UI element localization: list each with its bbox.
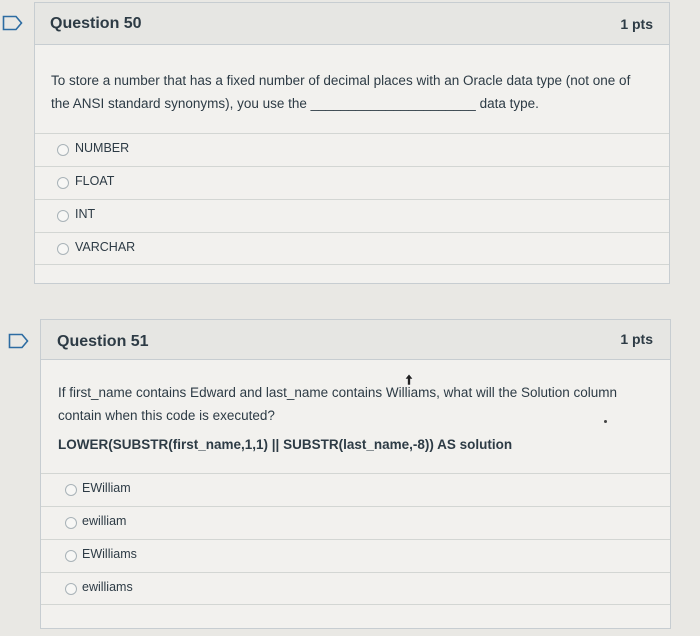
answer-option[interactable] (35, 133, 669, 166)
question-51-text (58, 381, 658, 427)
answer-label: FLOAT (75, 174, 115, 188)
question-51-header (41, 320, 670, 360)
answer-option[interactable] (35, 232, 669, 265)
radio-button-icon[interactable] (57, 210, 69, 222)
answer-label: ewilliam (82, 514, 127, 528)
answer-option[interactable] (41, 539, 670, 572)
question-50-card (34, 2, 670, 284)
answer-option[interactable] (41, 572, 670, 605)
question-50-text-line-1: To store a number that has a fixed number of decimal places with an Oracle data type (not one of (51, 73, 631, 88)
answer-option[interactable] (41, 506, 670, 539)
radio-button-icon[interactable] (65, 517, 77, 529)
question-51-code: LOWER(SUBSTR(first_name,1,1) || SUBSTR(last_name,-8)) AS solution (58, 437, 513, 452)
answer-option[interactable] (41, 473, 670, 506)
bookmark-flag-icon[interactable] (2, 15, 24, 31)
question-51-title: Question 51 (57, 333, 149, 350)
answer-label: ewilliams (82, 580, 133, 594)
radio-button-icon[interactable] (65, 550, 77, 562)
question-51-points: 1 pts (620, 331, 653, 347)
question-50-text-line-2: the ANSI standard synonyms), you use the ______________________ data type. (51, 96, 539, 111)
stray-dot (604, 420, 607, 423)
answer-label: EWilliams (82, 547, 137, 561)
answer-label: VARCHAR (75, 240, 136, 254)
answer-label: EWilliam (82, 481, 131, 495)
bookmark-flag-icon[interactable] (8, 333, 30, 349)
question-51-card (40, 319, 671, 629)
question-50-header (35, 3, 669, 45)
question-50-title: Question 50 (50, 15, 142, 32)
radio-button-icon[interactable] (65, 484, 77, 496)
answer-option[interactable] (35, 166, 669, 199)
radio-button-icon[interactable] (57, 243, 69, 255)
mouse-cursor-icon (404, 373, 414, 387)
answer-option[interactable] (35, 199, 669, 232)
answer-label: INT (75, 207, 96, 221)
radio-button-icon[interactable] (57, 144, 69, 156)
answer-label: NUMBER (75, 141, 130, 155)
radio-button-icon[interactable] (57, 177, 69, 189)
question-50-points: 1 pts (620, 16, 653, 32)
question-50-text (51, 69, 661, 115)
radio-button-icon[interactable] (65, 583, 77, 595)
question-51-text-line-2: contain when this code is executed? (58, 408, 275, 423)
question-51-text-line-1: If first_name contains Edward and last_name contains Williams, what will the Solution column (58, 385, 618, 400)
